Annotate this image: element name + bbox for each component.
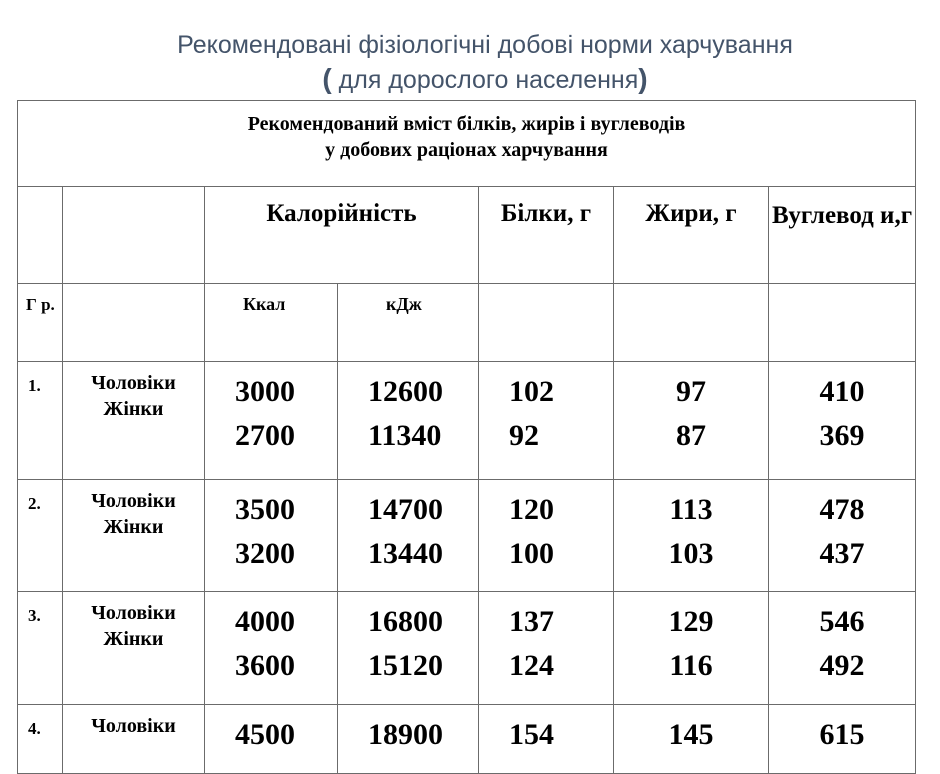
group-header: Г р. xyxy=(18,284,63,362)
sex-cell xyxy=(63,592,205,705)
calories-header: Калорійність xyxy=(205,187,479,284)
fats-cell-value: 145 xyxy=(668,718,714,751)
kcal-cell xyxy=(205,362,338,480)
sex-cell-value: Чоловіки xyxy=(91,490,176,512)
fats-cell xyxy=(614,362,769,480)
close-paren: ) xyxy=(638,63,648,94)
group-number: 1. xyxy=(18,362,63,480)
title-line-2-text: для дорослого населення xyxy=(331,66,639,94)
fats-cell xyxy=(614,592,769,705)
fats-cell-value: 116 xyxy=(669,649,713,682)
nutrition-table xyxy=(17,100,916,774)
proteins-cell-value: 154 xyxy=(509,718,554,751)
sex-cell xyxy=(63,362,205,480)
empty-cell xyxy=(18,187,63,284)
kcal-cell-value: 3200 xyxy=(235,537,295,570)
carbs-cell xyxy=(769,480,916,592)
kj-cell-value: 13440 xyxy=(368,537,443,570)
carbs-cell xyxy=(769,592,916,705)
group-number: 4. xyxy=(18,705,63,774)
sex-cell xyxy=(63,480,205,592)
sex-cell-value: Жінки xyxy=(103,516,164,538)
sex-cell-value: Чоловіки xyxy=(91,372,176,394)
caption-line-1: Рекомендований вміст білків, жирів і вуглеводів xyxy=(247,113,686,135)
table-row xyxy=(18,592,916,705)
slide-title xyxy=(0,28,940,97)
sex-cell-value: Чоловіки xyxy=(91,602,176,624)
kj-cell-value: 14700 xyxy=(368,493,443,526)
kcal-cell-value: 4000 xyxy=(235,605,295,638)
carbs-cell-value: 369 xyxy=(819,419,865,452)
proteins-cell-value: 92 xyxy=(509,419,539,452)
kcal-cell xyxy=(205,480,338,592)
sex-cell-value: Жінки xyxy=(103,628,164,650)
group-number: 3. xyxy=(18,592,63,705)
kj-cell-value: 15120 xyxy=(368,649,443,682)
proteins-cell xyxy=(479,362,614,480)
title-line-2 xyxy=(0,62,940,97)
empty-cell xyxy=(479,284,614,362)
fats-cell-value: 87 xyxy=(676,419,706,452)
group-number: 2. xyxy=(18,480,63,592)
fats-cell-value: 97 xyxy=(676,375,706,408)
kcal-cell xyxy=(205,592,338,705)
kcal-cell-value: 4500 xyxy=(235,718,295,751)
table-row xyxy=(18,705,916,774)
proteins-cell-value: 120 xyxy=(509,493,554,526)
fats-cell xyxy=(614,705,769,774)
kj-cell xyxy=(338,480,479,592)
empty-cell xyxy=(769,284,916,362)
fats-cell-value: 113 xyxy=(669,493,713,526)
proteins-cell-value: 137 xyxy=(509,605,554,638)
fats-cell xyxy=(614,480,769,592)
sex-cell-value: Чоловіки xyxy=(91,715,176,737)
sex-cell-value: Жінки xyxy=(103,398,164,420)
kj-cell-value: 11340 xyxy=(368,419,442,452)
kcal-cell-value: 3000 xyxy=(235,375,295,408)
kj-cell-value: 18900 xyxy=(368,718,443,751)
empty-cell xyxy=(63,187,205,284)
kcal-cell-value: 2700 xyxy=(235,419,295,452)
kj-cell-value: 12600 xyxy=(368,375,443,408)
carbs-cell xyxy=(769,362,916,480)
proteins-cell xyxy=(479,705,614,774)
kj-cell xyxy=(338,592,479,705)
empty-cell xyxy=(63,284,205,362)
caption-line-2: у добових раціонах харчування xyxy=(325,139,608,161)
fats-header: Жири, г xyxy=(614,187,769,284)
table-row xyxy=(18,480,916,592)
proteins-cell xyxy=(479,592,614,705)
kj-header: кДж xyxy=(338,284,479,362)
table-row xyxy=(18,362,916,480)
kcal-cell-value: 3500 xyxy=(235,493,295,526)
carbs-cell-value: 478 xyxy=(819,493,865,526)
carbs-cell-value: 546 xyxy=(819,605,865,638)
proteins-cell-value: 102 xyxy=(509,375,554,408)
empty-cell xyxy=(614,284,769,362)
carbs-header: Вуглевод и,г xyxy=(769,187,916,284)
open-paren: ( xyxy=(322,63,332,94)
title-line-1: Рекомендовані фізіологічні добові норми харчування xyxy=(177,31,793,59)
kj-cell xyxy=(338,705,479,774)
kcal-header: Ккал xyxy=(205,284,338,362)
proteins-cell-value: 100 xyxy=(509,537,554,570)
proteins-cell xyxy=(479,480,614,592)
fats-cell-value: 103 xyxy=(668,537,714,570)
kcal-cell-value: 3600 xyxy=(235,649,295,682)
sex-cell xyxy=(63,705,205,774)
kj-cell-value: 16800 xyxy=(368,605,443,638)
carbs-cell-value: 437 xyxy=(819,537,865,570)
carbs-cell-value: 410 xyxy=(819,375,865,408)
carbs-cell-value: 492 xyxy=(819,649,865,682)
kcal-cell xyxy=(205,705,338,774)
proteins-header: Білки, г xyxy=(479,187,614,284)
fats-cell-value: 129 xyxy=(668,605,714,638)
table-caption xyxy=(18,101,916,187)
kj-cell xyxy=(338,362,479,480)
carbs-cell-value: 615 xyxy=(819,718,865,751)
proteins-cell-value: 124 xyxy=(509,649,554,682)
carbs-cell xyxy=(769,705,916,774)
